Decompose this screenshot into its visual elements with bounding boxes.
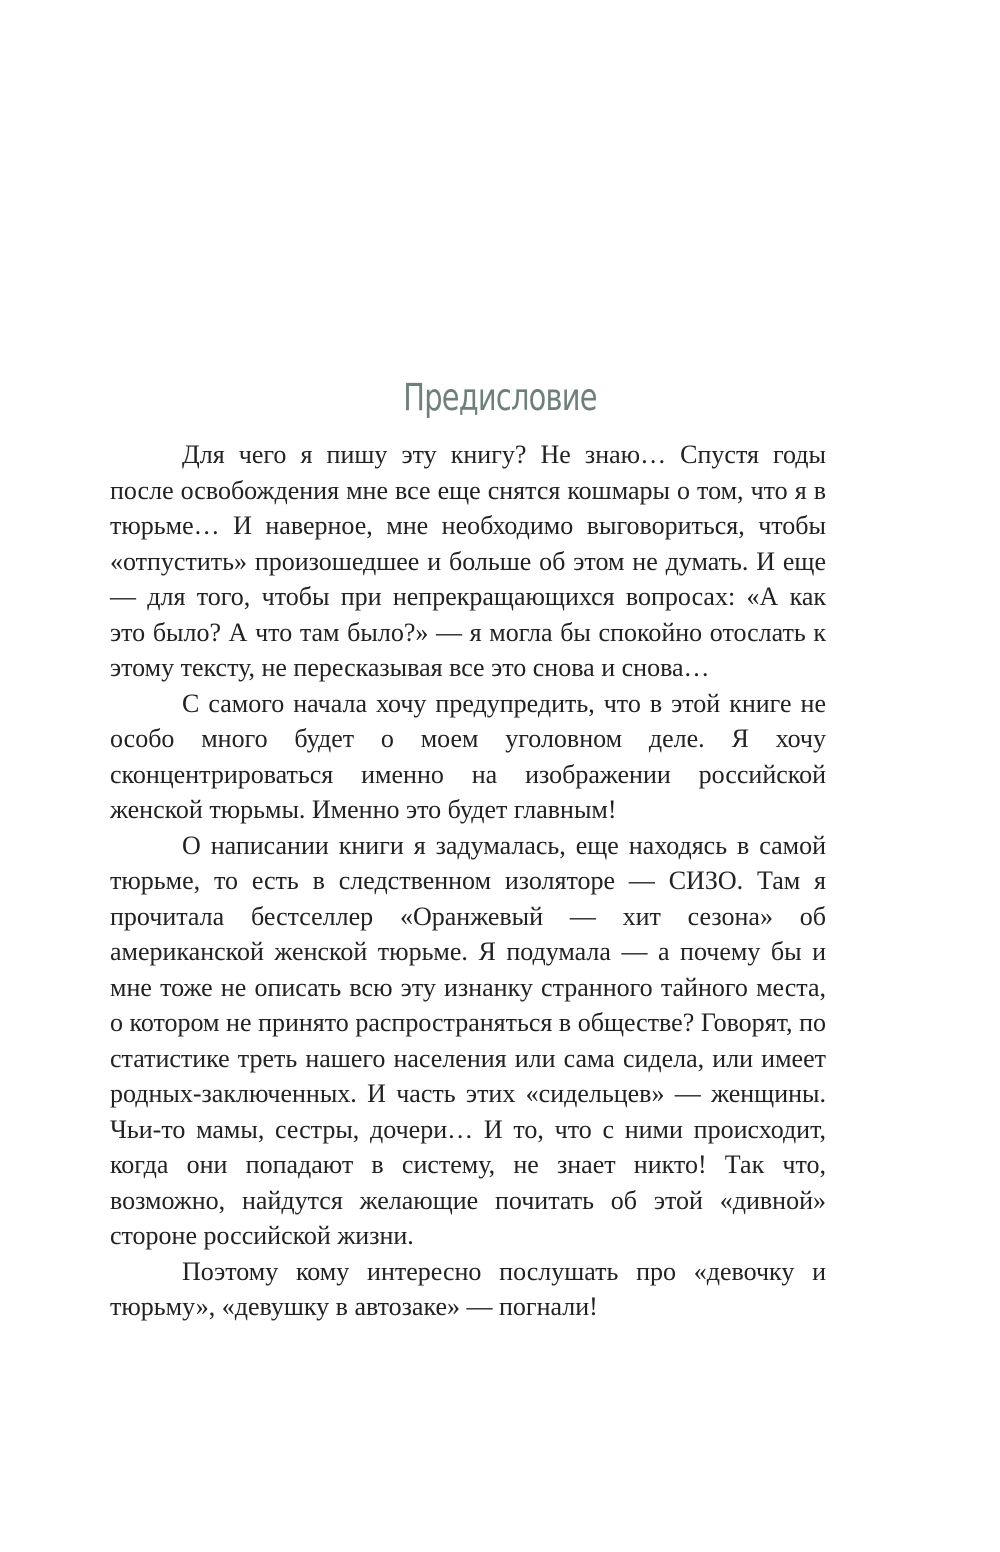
paragraph: О написании книги я задумалась, еще находясь в самой тюрьме, то есть в следственном изоляторе — СИЗО. Там я прочитала бестселлер «Оранжевый — хит сезона» об американской женской тюрьме. Я подумала — а почему бы и мне тоже не описать всю эту изнанку странного тайного места, о котором не принято распространяться в обществе? Говорят, по статистике треть нашего населения или сама сидела, или имеет родных-заключенных. И часть этих «сидельцев» — женщины. Чьи-то мамы, сестры, дочери… И то, что с ними происходит, когда они попадают в систему, не знает никто! Так что, возможно, найдутся желающие почитать об этой «дивной» стороне российской жизни. <box>110 830 826 1250</box>
paragraph: Поэтому кому интересно послушать про «девочку и тюрьму», «девушку в автозаке» — погнали! <box>110 1256 826 1321</box>
paragraph: С самого начала хочу предупредить, что в этой книге не особо много будет о моем уголовном деле. Я хочу сконцентрироваться именно на изображении российской женской тюрьмы. Именно это будет главным! <box>110 688 826 824</box>
chapter-heading: Предисловие <box>403 376 597 419</box>
chapter-body <box>110 437 826 1325</box>
paragraph: Для чего я пишу эту книгу? Не знаю… Спустя годы после освобождения мне все еще снятся кошмары о том, что я в тюрьме… И наверное, мне необходимо выговориться, чтобы «отпустить» произошедшее и больше об этом не думать. И еще — для того, чтобы при непрекращающихся вопросах: «А как это было? А что там было?» — я могла бы спокойно отослать к этому тексту, не пересказывая все это снова и снова… <box>110 440 826 682</box>
